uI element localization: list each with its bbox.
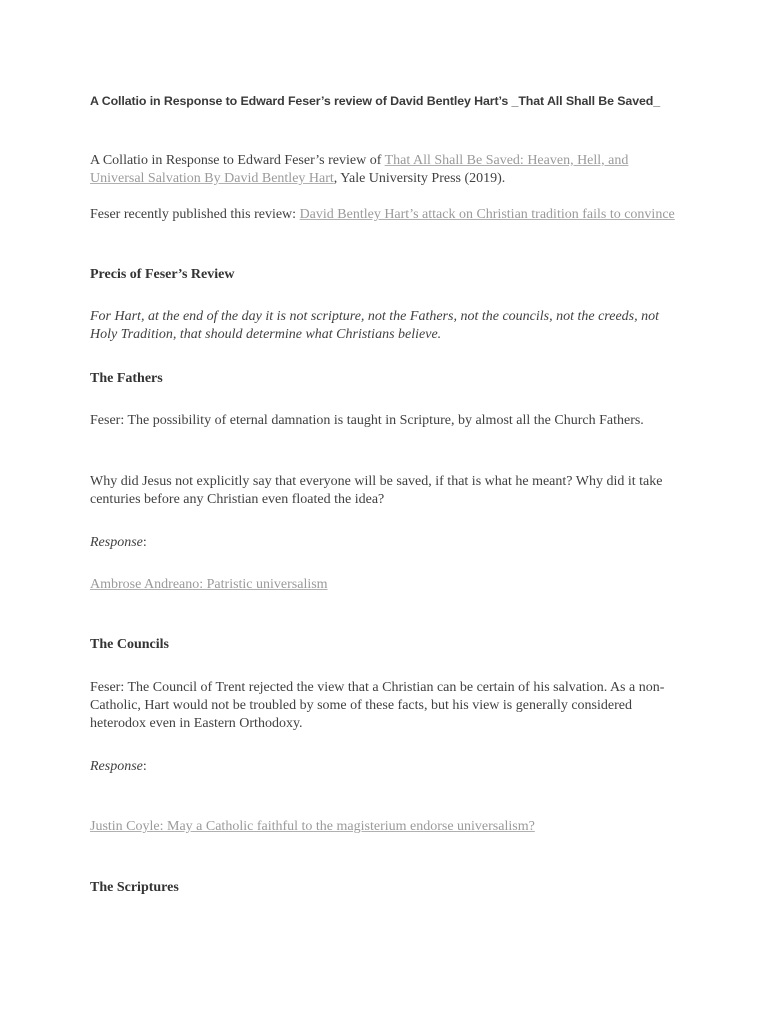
precis-heading: Precis of Feser’s Review [90, 267, 235, 282]
councils-feser-paragraph: Feser: The Council of Trent rejected the view that a Christian can be certain of his salvation. As a non-Catholic, Hart would not be troubled by some of these facts, but his view is generally considered heterodox even in Eastern Orthodoxy. [90, 680, 665, 731]
fathers-link-paragraph [90, 576, 682, 594]
intro-paragraph [90, 152, 682, 188]
fathers-response-word: Response [90, 535, 143, 550]
review-ref-prefix: Feser recently published this review: [90, 207, 300, 222]
review-reference-paragraph [90, 206, 682, 224]
councils-response-label [90, 758, 682, 776]
fathers-heading: The Fathers [90, 371, 163, 386]
intro-suffix: , Yale University Press (2019). [333, 171, 506, 186]
document-title: A Collatio in Response to Edward Feser’s review of David Bentley Hart’s _That All Shall Be Saved_ [90, 94, 661, 108]
councils-response-colon: : [142, 759, 147, 774]
book-link[interactable]: That All Shall Be Saved: Heaven, Hell, and Universal Salvation By David Bentley Hart [90, 153, 629, 186]
scriptures-heading: The Scriptures [90, 880, 179, 895]
councils-heading: The Councils [90, 637, 169, 652]
intro-prefix: A Collatio in Response to Edward Feser’s review of [90, 153, 385, 168]
fathers-response-label [90, 534, 682, 552]
fathers-feser-paragraph: Feser: The possibility of eternal damnation is taught in Scripture, by almost all the Church Fathers. [90, 413, 644, 428]
patristic-universalism-link[interactable]: Ambrose Andreano: Patristic universalism [90, 577, 328, 592]
fathers-question-paragraph: Why did Jesus not explicitly say that everyone will be saved, if that is what he meant? Why did it take centuries before any Christian even floated the idea? [90, 474, 663, 507]
review-link[interactable]: David Bentley Hart’s attack on Christian tradition fails to convince [299, 207, 675, 222]
councils-link-paragraph [90, 818, 682, 836]
magisterium-universalism-link[interactable]: Justin Coyle: May a Catholic faithful to the magisterium endorse universalism? [90, 819, 535, 834]
fathers-response-colon: : [142, 535, 147, 550]
councils-response-word: Response [90, 759, 143, 774]
precis-quote: For Hart, at the end of the day it is not scripture, not the Fathers, not the councils, not the creeds, not Holy Tradition, that should determine what Christians believe. [90, 309, 659, 342]
